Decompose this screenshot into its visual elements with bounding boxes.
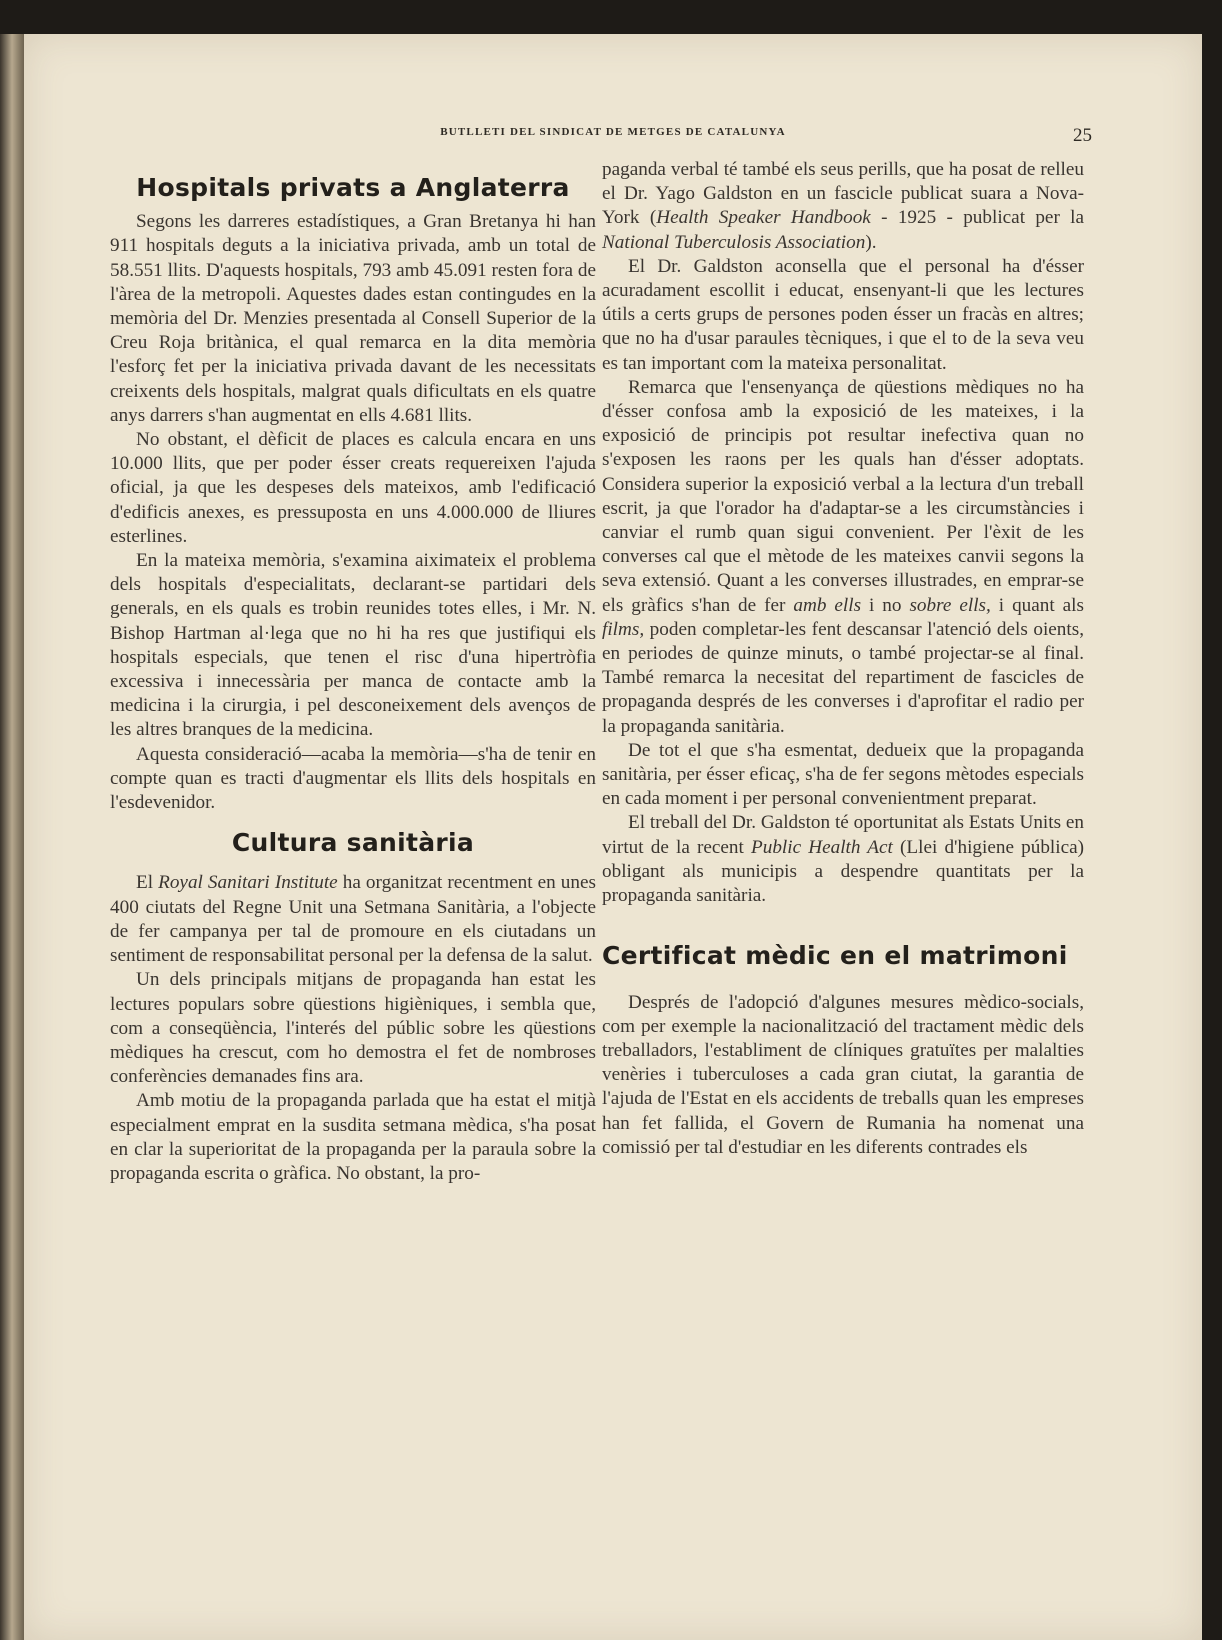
paragraph: No obstant, el dèficit de places es calcula encara en uns 10.000 llits, que per poder ésser creats requereixen l'ajuda oficial, ja que les despeses dels mateixos, amb l'edificació d'edificis anexes, es pressuposta en uns 4.000.000 de lliures esterlines. (110, 429, 596, 547)
association-name: National Tuberculosis Association (602, 231, 866, 253)
act-name: Public Health Act (751, 836, 893, 858)
paragraph: Remarca que l'ensenyança de qüestions mèdiques no ha d'ésser confosa amb la exposició de les mateixes, i la exposició de principis pot resultar inefectiva quan no s'exposen les raons per les quals han d'ésser adoptats. Considera superior la exposició verbal a la lectura d'un treball escrit, ja que l'orador ha d'adaptar-se a les circumstàncies i canviar el rumb quan sigui convenient. Per l'èxit de les converses cal que el mètode de les mateixes canvii segons la seva extensió. Quant a les converses illustrades, en emprar-se els gràfics s'han de fer amb ells i no sobre ells, i quant als films, poden completar-les fent descansar l'atenció dels oients, en periodes de quinze minuts, o també projectar-se al final. També remarca la necesitat del repartiment de fascicles de propaganda després de les converses i d'aprofitar el radio per la propaganda sanitària. (602, 376, 1084, 737)
institute-name: Royal Sanitari Institute (158, 872, 338, 894)
article-title-hospitals: Hospitals privats a Anglaterra (136, 173, 570, 202)
right-column (602, 158, 1084, 1160)
paragraph: En la mateixa memòria, s'examina aiximateix el problema dels hospitals d'especialitats, declarant-se partidari dels generals, en els quals es trobin reunides totes elles, i Mr. N. Bishop Hartman al·lega que no hi ha res que justifiqui els hospitals especials, que tenen el risc d'una hipertròfia excessiva i innecessària per manca de contacte amb la medicina i la cirurgia, i pel desconeixement dels avenços de les altres branques de la medicina. (110, 550, 596, 741)
book-binding (0, 34, 24, 1640)
article-title-cultura: Cultura sanitària (231, 828, 475, 858)
paragraph: Aquesta consideració—acaba la memòria—s'ha de tenir en compte quan es tracti d'augmentar els llits dels hospitals en l'esdevenidor. (110, 743, 596, 814)
paragraph: De tot el que s'ha esmentat, dedueix que la propaganda sanitària, per ésser eficaç, s'ha de fer segons mètodes especials en cada moment i per personal convenientment preparat. (602, 739, 1084, 810)
paragraph: El treball del Dr. Galdston té oportunitat als Estats Units en virtut de la recent Public Health Act (Llei d'higiene pública) obligant als municipis a despendre quantitats per la propaganda sanitària. (602, 812, 1085, 907)
paragraph: paganda verbal té també els seus perills, que ha posat de relleu el Dr. Yago Galdston en un fascicle publicat suara a Nova-York (Health Speaker Handbook - 1925 - publicat per la National Tuberculosis Association). (602, 159, 1084, 253)
article-title-certificat: Certificat mèdic en el matrimoni (602, 941, 1068, 971)
paragraph: El Dr. Galdston aconsella que el personal ha d'ésser acuradament escollit i educat, ensenyant-li que les lectures útils a certs grups de persones poden ésser un fracàs en altres; que no ha d'usar paraules tècniques, i que el to de la seva veu es tan important com la mateixa personalitat. (602, 255, 1084, 374)
paragraph: Després de l'adopció d'algunes mesures mèdico-socials, com per exemple la nacionalització del tractament mèdic dels treballadors, l'establiment de clíniques gratuïtes per malalties venèries i tuberculoses a cada gran ciutat, la garantia de l'ajuda de l'Estat en els accidents de treballs quan les empreses han fet fallida, el Govern de Rumania ha nomenat una comissió per tal d'estudiar en les diferents contrades els (602, 991, 1084, 1158)
left-column (110, 158, 596, 1186)
book-title: Health Speaker Handbook (656, 207, 871, 229)
paragraph: Segons les darreres estadístiques, a Gran Bretanya hi han 911 hospitals deguts a la iniciativa privada, amb un total de 58.551 llits. D'aquests hospitals, 793 amb 45.091 resten fora de l'àrea de la metropoli. Aquestes dades estan contingudes en la memòria del Dr. Menzies presentada al Consell Superior de la Creu Roja britànica, el qual remarca en la dita memòria l'esforç fet per la iniciativa privada davant de les necessitats creixents dels hospitals, malgrat quals dificultats en els quatre anys darrers s'han augmentat en ells 4.681 llits. (110, 211, 596, 426)
journal-page (24, 34, 1202, 1640)
page-number: 25 (1073, 125, 1092, 146)
paragraph: Un dels principals mitjans de propaganda han estat les lectures populars sobre qüestions higièniques, i sembla que, com a conseqüència, l'interés del públic sobre les qüestions mèdiques ha crescut, com ho demostra el fet de nombroses conferències demanades fins ara. (110, 969, 596, 1088)
paragraph: Amb motiu de la propaganda parlada que ha estat el mitjà especialment emprat en la susdita setmana mèdica, s'ha posat en clar la superioritat de la propaganda per la paraula sobre la propaganda escrita o gràfica. No obstant, la pro- (110, 1090, 596, 1184)
paragraph: El Royal Sanitari Institute ha organitzat recentment en unes 400 ciutats del Regne Unit una Setmana Sanitària, a l'objecte de fer campanya per tal de promoure en els ciutadans un sentiment de responsabilitat personal per la defensa de la salut. (110, 872, 596, 967)
running-title: BUTLLETI DEL SINDICAT DE METGES DE CATALUNYA (440, 126, 786, 138)
